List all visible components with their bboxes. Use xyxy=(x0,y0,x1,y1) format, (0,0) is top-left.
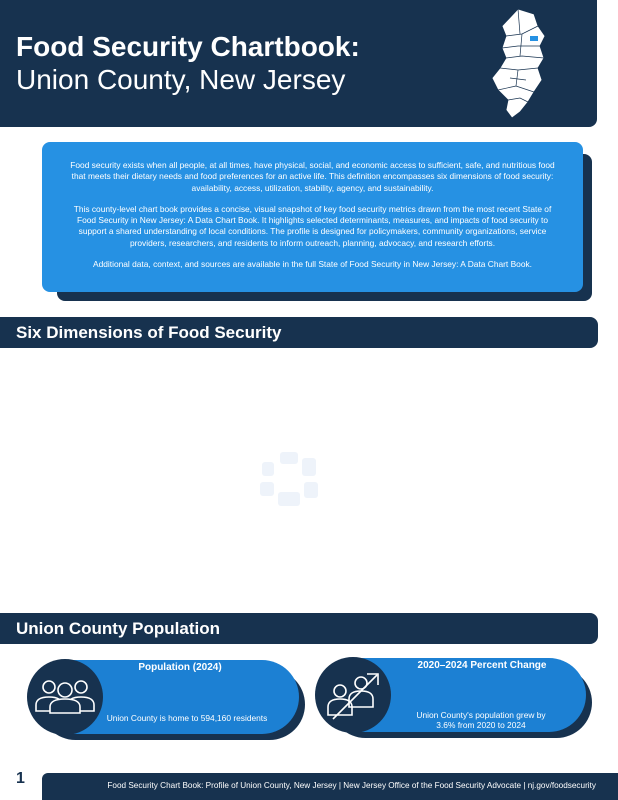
population-card-text: Union County is home to 594,160 residents xyxy=(106,713,268,723)
section-title-population: Union County Population xyxy=(16,619,220,638)
intro-paragraph-definition: Food security exists when all people, at all times, have physical, social, and economic access to sufficient, safe, and nutritious food that meets their dietary needs and food preferences for an active life. This definition encompasses six dimensions of food security: availability, access, utilization, stability, agency, and sustainability. xyxy=(70,160,555,193)
section-title-dimensions: Six Dimensions of Food Security xyxy=(16,323,282,342)
percent-change-icon-circle xyxy=(315,657,391,733)
page-title: Food Security Chartbook: xyxy=(16,31,360,62)
population-card-title: Population (2024) xyxy=(138,662,222,673)
new-jersey-county-map-icon xyxy=(488,6,552,120)
dimensions-figure-placeholder xyxy=(256,448,322,510)
section-header-dimensions xyxy=(0,317,598,348)
percent-change-card-text: Union County's population grew by 3.6% from 2020 to 2024 xyxy=(416,710,546,730)
page-footer xyxy=(42,773,618,800)
intro-paragraph-purpose: This county-level chart book provides a concise, visual snapshot of key food security metrics drawn from the most recent State of Food Security in New Jersey: A Data Chart Book. It highlights selected determinants, measures, and impacts of food security to support a shared understanding of local conditions. The profile is designed for policymakers, community organizations, service providers, researchers, and residents to inform outreach, planning, advocacy, and research efforts. xyxy=(73,203,552,248)
population-icon-circle xyxy=(27,659,103,735)
footer-text: Food Security Chart Book: Profile of Union County, New Jersey | New Jersey Office of the Food Security Advocate | nj.gov/foodsecurity xyxy=(107,781,596,790)
population-growth-icon xyxy=(315,657,391,733)
page-number: 1 xyxy=(16,770,25,787)
percent-change-card-title: 2020–2024 Percent Change xyxy=(417,660,547,671)
people-group-icon xyxy=(27,659,103,735)
intro-paragraph-more-info: Additional data, context, and sources are available in the full State of Food Security in New Jersey: A Data Chart Book. xyxy=(93,259,532,270)
page-subtitle: Union County, New Jersey xyxy=(16,64,346,95)
page-header xyxy=(0,0,597,127)
section-header-population xyxy=(0,613,598,644)
intro-box xyxy=(42,142,583,292)
